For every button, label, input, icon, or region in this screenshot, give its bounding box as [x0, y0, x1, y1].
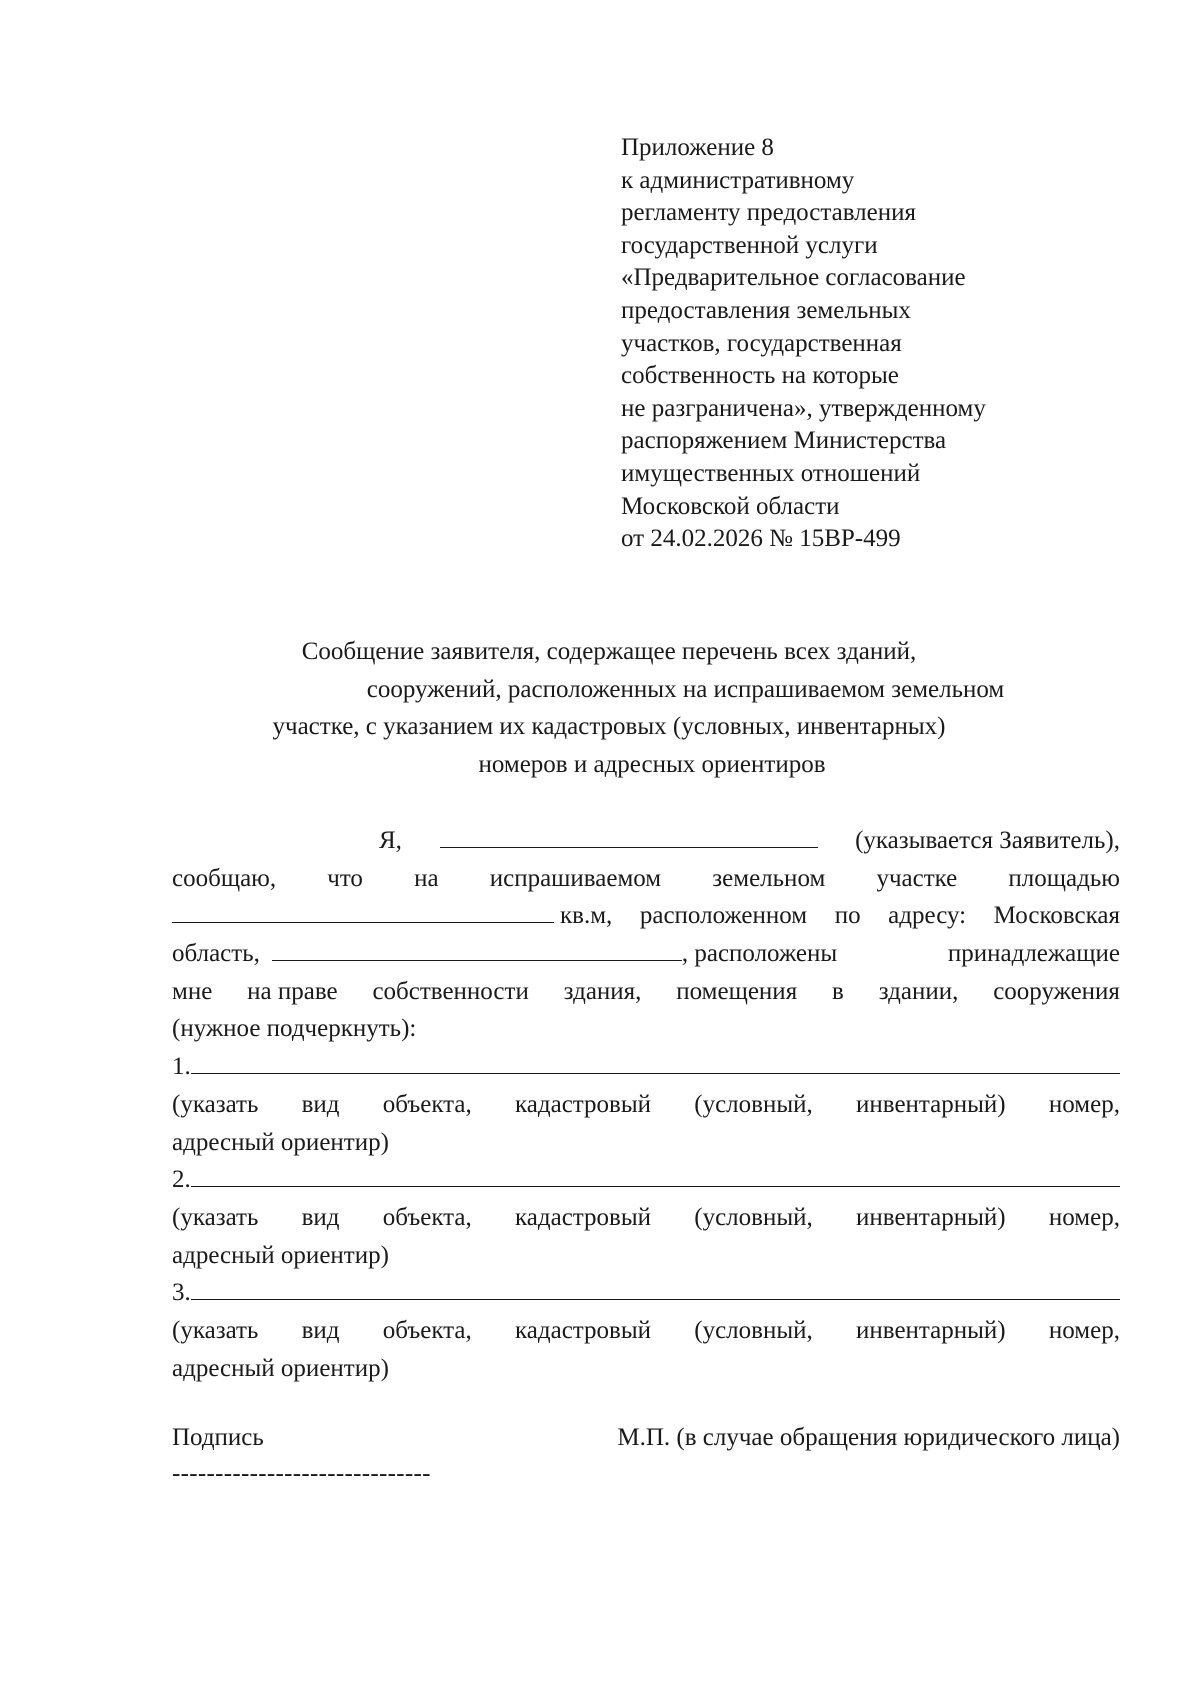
- appendix-line: Московской области: [621, 492, 840, 520]
- appendix-line: государственной услуги: [621, 231, 878, 259]
- item-hint-tail: адресный ориентир): [172, 1354, 389, 1382]
- signature-line[interactable]: ------------------------------: [172, 1460, 431, 1487]
- ownership-line: [172, 973, 1120, 1011]
- report-word: площадью: [1008, 864, 1120, 892]
- hint-word: номер,: [1048, 1203, 1120, 1231]
- hint-word: (указать: [172, 1090, 259, 1118]
- item-hint: [172, 1086, 1120, 1124]
- document-title: [172, 633, 1120, 784]
- ownership-word: сооружения: [993, 977, 1120, 1005]
- item-hint: [172, 1199, 1120, 1237]
- item-number: 1.: [172, 1053, 191, 1081]
- hint-word: (условный,: [694, 1316, 813, 1344]
- report-word: что: [327, 864, 363, 892]
- hint-word: (условный,: [694, 1203, 813, 1231]
- hint-word: объекта,: [382, 1316, 472, 1344]
- document-body: [172, 822, 1120, 1387]
- hint-word: кадастровый: [515, 1203, 652, 1231]
- hint-word: номер,: [1048, 1090, 1120, 1118]
- hint-word: объекта,: [382, 1090, 472, 1118]
- hint-word: номер,: [1048, 1316, 1120, 1344]
- signature-row: [172, 1419, 1120, 1457]
- report-word: земельном: [712, 864, 826, 892]
- object-item: [172, 1274, 1120, 1312]
- address-field[interactable]: [272, 938, 682, 961]
- appendix-line: регламенту предоставления: [621, 199, 917, 227]
- stamp-note: М.П. (в случае обращения юридического лица): [617, 1424, 1120, 1451]
- report-word: участке: [876, 864, 958, 892]
- item-hint-tail: адресный ориентир): [172, 1241, 389, 1269]
- hint-word: вид: [301, 1316, 340, 1344]
- hint-word: объекта,: [382, 1203, 472, 1231]
- underline-note: (нужное подчеркнуть):: [172, 1015, 417, 1043]
- appendix-header: [621, 132, 1081, 556]
- report-line: [172, 860, 1120, 898]
- ownership-word: собственности: [372, 977, 529, 1005]
- ownership-word: мне: [172, 977, 213, 1005]
- item-hint: [172, 1312, 1120, 1350]
- region-tail-word: , расположены: [681, 940, 838, 968]
- appendix-line: от 24.02.2026 № 15ВР-499: [621, 525, 901, 553]
- hint-word: кадастровый: [515, 1316, 652, 1344]
- hint-word: (указать: [172, 1316, 259, 1344]
- ownership-word: помещения: [676, 977, 798, 1005]
- object-field[interactable]: [191, 1164, 1120, 1187]
- hint-word: инвентарный): [856, 1316, 1006, 1344]
- appendix-line: Приложение 8: [621, 134, 774, 161]
- hint-word: вид: [301, 1203, 340, 1231]
- appendix-line: «Предварительное согласование: [621, 264, 966, 292]
- item-number: 2.: [172, 1166, 191, 1194]
- object-item: [172, 1048, 1120, 1086]
- ownership-word: здания,: [563, 977, 642, 1005]
- appendix-line: предоставления земельных: [621, 296, 911, 324]
- object-field[interactable]: [191, 1277, 1120, 1300]
- appendix-line: собственность на которые: [621, 362, 899, 390]
- item-hint-tail: адресный ориентир): [172, 1128, 389, 1156]
- appendix-line: участков, государственная: [621, 329, 902, 357]
- title-line: номеров и адресных ориентиров: [478, 751, 826, 779]
- ownership-word: здании,: [878, 977, 959, 1005]
- ownership-word: в: [832, 977, 844, 1005]
- object-item: [172, 1161, 1120, 1199]
- hint-word: инвентарный): [856, 1203, 1006, 1231]
- applicant-line: [172, 822, 1120, 860]
- hint-word: (указать: [172, 1203, 259, 1231]
- area-line: [172, 897, 1120, 935]
- hint-word: инвентарный): [856, 1090, 1006, 1118]
- report-word: испрашиваемом: [489, 864, 662, 892]
- area-tail: кв.м, расположенном по адресу: Московская: [560, 902, 1120, 930]
- region-prefix: область,: [172, 940, 260, 968]
- hint-word: кадастровый: [515, 1090, 652, 1118]
- appendix-line: распоряжением Министерства: [621, 427, 947, 455]
- region-line: [172, 935, 1120, 973]
- title-line: участке, с указанием их кадастровых (условных, инвентарных): [272, 713, 946, 741]
- appendix-line: имущественных отношений: [621, 459, 921, 487]
- region-tail-word: принадлежащие: [947, 940, 1120, 968]
- title-line: сооружений, расположенных на испрашиваемом земельном: [366, 675, 1005, 703]
- object-field[interactable]: [191, 1051, 1120, 1074]
- hint-word: (условный,: [694, 1090, 813, 1118]
- signature-label: Подпись: [172, 1424, 264, 1451]
- report-word: сообщаю,: [172, 864, 277, 892]
- title-line: Сообщение заявителя, содержащее перечень всех зданий,: [301, 638, 917, 665]
- hint-word: вид: [301, 1090, 340, 1118]
- appendix-line: не разграничена», утвержденному: [621, 394, 986, 422]
- ya-text: Я,: [379, 827, 402, 854]
- appendix-line: к административному: [621, 166, 855, 194]
- ownership-word: на праве: [247, 977, 338, 1005]
- area-field[interactable]: [172, 900, 554, 923]
- report-word: на: [414, 864, 439, 892]
- item-number: 3.: [172, 1279, 191, 1307]
- applicant-hint: (указывается Заявитель),: [855, 827, 1120, 854]
- applicant-field[interactable]: [440, 825, 818, 848]
